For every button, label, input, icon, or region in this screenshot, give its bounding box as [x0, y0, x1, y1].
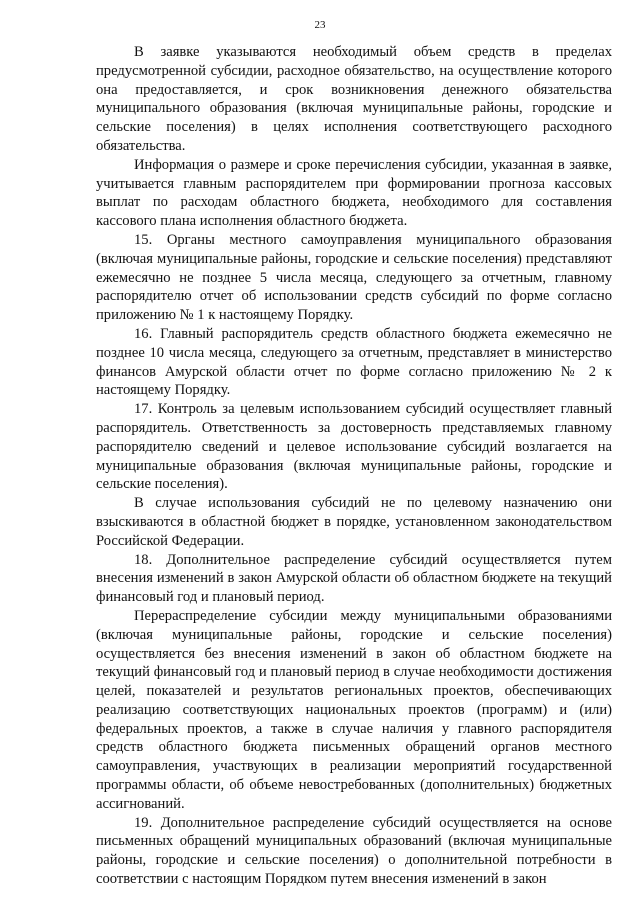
paragraph-redistribution: Перераспределение субсидии между муниципальными образованиями (включая муниципальные районы, городские и сельские поселения) осуществляется без внесения изменений в закон об областном бюджете на текущий финансовый год и плановый период в случае необходимости достижения целей, показателей и результатов региональных проектов, обеспечивающих реализацию соответствующих национальных проектов (программ) и (или) федеральных проектов, а также в случае наличия у главного распорядителя средств областного бюджета письменных обращений органов местного самоуправления, участвующих в реализации мероприятий государственной программы области, об объеме невостребованных (дополнительных) бюджетных ассигнований.	[96, 607, 612, 812]
paragraph-misuse-recovery: В случае использования субсидий не по целевому назначению они взыскиваются в областной бюджет в порядке, установленном законодательством Российской Федерации.	[96, 495, 612, 549]
page-number: 23	[314, 19, 326, 31]
paragraph-item-18: 18. Дополнительное распределение субсидий осуществляется путем внесения изменений в закон Амурской области об областном бюджете на текущий финансовый год и плановый период.	[96, 551, 612, 606]
paragraph-subsidy-information: Информация о размере и сроке перечисления субсидии, указанная в заявке, учитывается главным распорядителем при формировании прогноза кассовых выплат по расходам областного бюджета, необходимого для составления кассового плана исполнения областного бюджета.	[96, 156, 612, 230]
paragraph-item-15: 15. Органы местного самоуправления муниципального образования (включая муниципальные районы, городские и сельские поселения) представляют ежемесячно не позднее 5 числа месяца, следующего за отчетным, главному распорядителю отчет об использовании средств субсидий по форме согласно приложению № 1 к настоящему Порядку.	[96, 231, 612, 324]
paragraph-item-17: 17. Контроль за целевым использованием субсидий осуществляет главный распорядитель. Ответственность за достоверность представляемых главному распорядителю сведений и целевое использование субсидий возлагается на муниципальные образования (включая муниципальные районы, городские и сельские поселения).	[96, 401, 612, 493]
paragraph-item-16: 16. Главный распорядитель средств областного бюджета ежемесячно не позднее 10 числа месяца, следующего за отчетным, представляет в министерство финансов Амурской области отчет по форме согласно приложению № 2 к настоящему Порядку.	[96, 325, 612, 399]
paragraph-item-19: 19. Дополнительное распределение субсидий осуществляется на основе письменных обращений муниципальных образований (включая муниципальные районы, городские и сельские поселения) о дополнительной потребности в соответствии с настоящим Порядком путем внесения изменений в закон	[96, 814, 612, 888]
document-body	[96, 43, 612, 889]
paragraph-application-content: В заявке указываются необходимый объем средств в пределах предусмотренной субсидии, расходное обязательство, на осуществление которого она предоставляется, и срок возникновения денежного обязательства муниципального образования (включая муниципальные районы, городские и сельские поселения) в целях исполнения соответствующего расходного обязательства.	[96, 44, 612, 154]
